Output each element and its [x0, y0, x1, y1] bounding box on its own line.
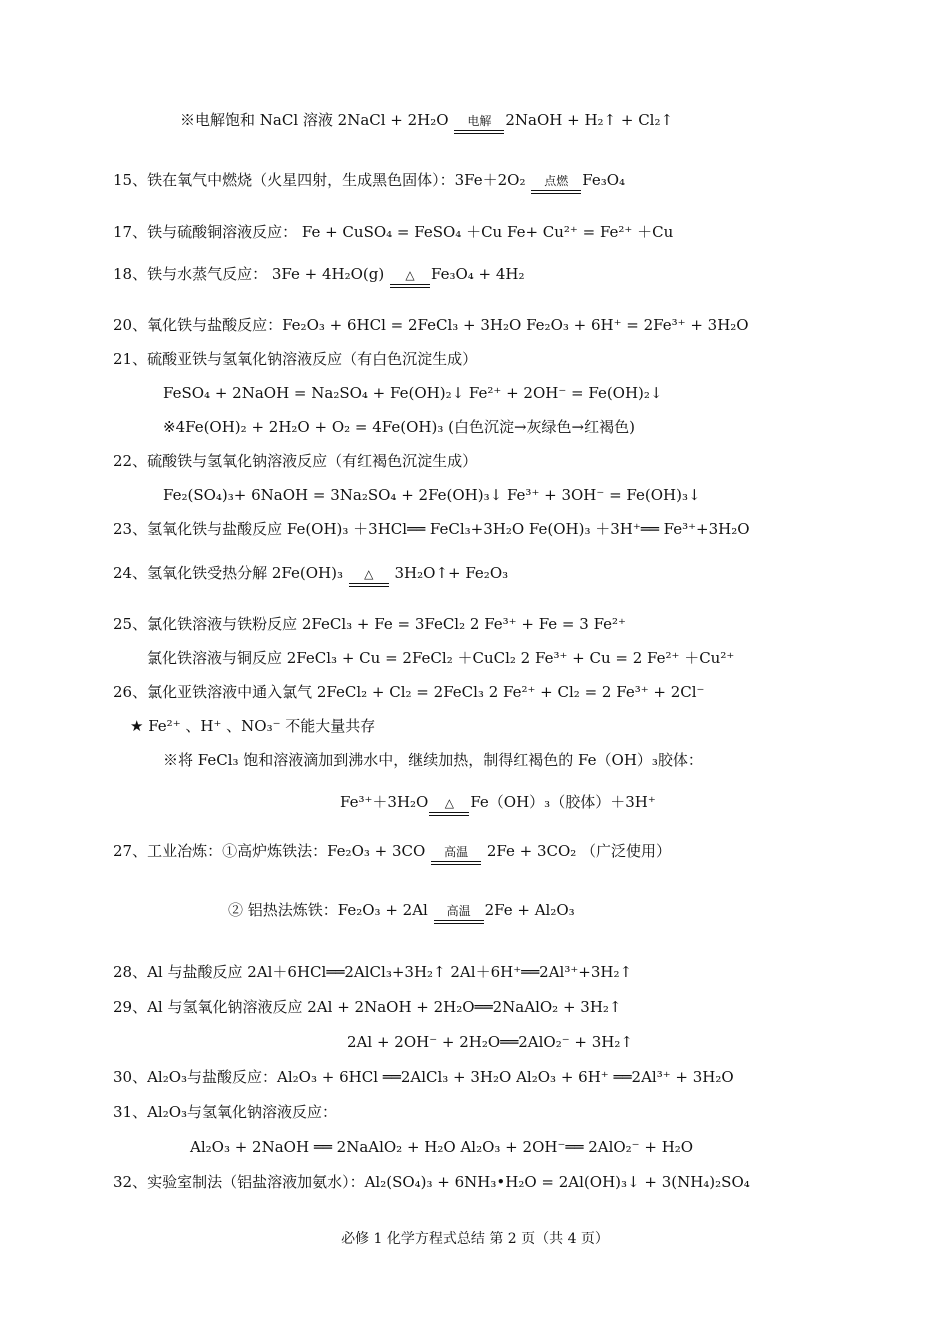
eq-item-25-copper: 氯化铁溶液与铜反应 2FeCl₃ + Cu = 2FeCl₂ ＋CuCl₂ 2 Fe³⁺ + Cu = 2 Fe²⁺ ＋Cu²⁺ — [147, 649, 735, 667]
reaction-condition: 高温 — [431, 842, 481, 862]
eq-colloid — [340, 792, 656, 813]
eq-text: Fe₃O₄ — [582, 171, 626, 189]
reaction-condition: 高温 — [434, 901, 484, 921]
note-colloid: ※将 FeCl₃ 饱和溶液滴加到沸水中，继续加热，制得红褐色的 Fe（OH）₃胶体： — [163, 751, 703, 769]
eq-text: 2NaOH + H₂↑ + Cl₂↑ — [505, 111, 674, 129]
eq-item-28: 28、Al 与盐酸反应 2Al＋6HCl══2AlCl₃+3H₂↑ 2Al＋6H⁺══2Al³⁺+3H₂↑ — [113, 963, 633, 981]
eq-item-15 — [113, 170, 625, 191]
reaction-condition: △ — [390, 265, 430, 285]
eq-text: 2Fe + Al₂O₃ — [484, 901, 575, 919]
eq-text: 2Fe + 3CO₂ （广泛使用） — [482, 842, 672, 860]
reaction-condition: △ — [429, 793, 469, 813]
reaction-condition: 电解 — [454, 111, 504, 131]
eq-text: ※电解饱和 NaCl 溶液 2NaCl + 2H₂O — [180, 111, 454, 129]
eq-text: 18、铁与水蒸气反应： 3Fe + 4H₂O(g) — [113, 265, 389, 283]
reaction-condition: 点燃 — [531, 171, 581, 191]
eq-item-24 — [113, 563, 508, 584]
eq-item-22-equation: Fe₂(SO₄)₃+ 6NaOH = 3Na₂SO₄ + 2Fe(OH)₃↓ Fe³⁺ + 3OH⁻ = Fe(OH)₃↓ — [163, 486, 701, 504]
eq-text: ② 铝热法炼铁：Fe₂O₃ + 2Al — [228, 901, 433, 919]
eq-item-17: 17、铁与硫酸铜溶液反应： Fe + CuSO₄ = FeSO₄ ＋Cu Fe+ Cu²⁺ = Fe²⁺ ＋Cu — [113, 223, 674, 241]
eq-text: 27、工业冶炼：①高炉炼铁法：Fe₂O₃ + 3CO — [113, 842, 431, 860]
eq-text: Fe（OH）₃（胶体）＋3H⁺ — [470, 793, 656, 811]
eq-text: 3H₂O↑+ Fe₂O₃ — [389, 564, 509, 582]
reaction-condition: △ — [349, 564, 389, 584]
eq-text: Fe₃O₄ + 4H₂ — [430, 265, 525, 283]
eq-item-18 — [113, 264, 525, 285]
eq-item-29-ionic: 2Al + 2OH⁻ + 2H₂O══2AlO₂⁻ + 3H₂↑ — [347, 1033, 633, 1051]
eq-item-22-heading: 22、硫酸铁与氢氧化钠溶液反应（有红褐色沉淀生成） — [113, 452, 478, 470]
eq-item-30: 30、Al₂O₃与盐酸反应：Al₂O₃ + 6HCl ══2AlCl₃ + 3H₂O Al₂O₃ + 6H⁺ ══2Al³⁺ + 3H₂O — [113, 1068, 734, 1086]
eq-item-26: 26、氯化亚铁溶液中通入氯气 2FeCl₂ + Cl₂ = 2FeCl₃ 2 Fe²⁺ + Cl₂ = 2 Fe³⁺ + 2Cl⁻ — [113, 683, 705, 701]
page-footer: 必修 1 化学方程式总结 第 2 页（共 4 页） — [341, 1231, 609, 1247]
eq-item-29: 29、Al 与氢氧化钠溶液反应 2Al + 2NaOH + 2H₂O══2NaAlO₂ + 3H₂↑ — [113, 998, 622, 1016]
eq-item-21-heading: 21、硫酸亚铁与氢氧化钠溶液反应（有白色沉淀生成） — [113, 350, 478, 368]
eq-item-27-blast-furnace — [113, 841, 671, 862]
eq-item-25: 25、氯化铁溶液与铁粉反应 2FeCl₃ + Fe = 3FeCl₂ 2 Fe³⁺ + Fe = 3 Fe²⁺ — [113, 615, 626, 633]
eq-item-31-heading: 31、Al₂O₃与氢氧化钠溶液反应： — [113, 1103, 338, 1121]
eq-item-23: 23、氢氧化铁与盐酸反应 Fe(OH)₃ ＋3HCl══ FeCl₃+3H₂O Fe(OH)₃ ＋3H⁺══ Fe³⁺+3H₂O — [113, 520, 750, 538]
eq-item-20: 20、氧化铁与盐酸反应：Fe₂O₃ + 6HCl = 2FeCl₃ + 3H₂O Fe₂O₃ + 6H⁺ = 2Fe³⁺ + 3H₂O — [113, 316, 749, 334]
eq-item-21-equation: FeSO₄ + 2NaOH = Na₂SO₄ + Fe(OH)₂↓ Fe²⁺ + 2OH⁻ = Fe(OH)₂↓ — [163, 384, 663, 402]
eq-item-21-note: ※4Fe(OH)₂ + 2H₂O + O₂ = 4Fe(OH)₃ (白色沉淀→灰绿色→红褐色) — [163, 418, 635, 436]
eq-item-31-equation: Al₂O₃ + 2NaOH ══ 2NaAlO₂ + H₂O Al₂O₃ + 2OH⁻══ 2AlO₂⁻ + H₂O — [190, 1138, 694, 1156]
eq-item-32: 32、实验室制法（铝盐溶液加氨水）：Al₂(SO₄)₃ + 6NH₃•H₂O = 2Al(OH)₃↓ + 3(NH₄)₂SO₄ — [113, 1173, 750, 1191]
eq-text: 24、氢氧化铁受热分解 2Fe(OH)₃ — [113, 564, 348, 582]
eq-item-27-thermite — [228, 900, 575, 921]
note-coexistence: ★ Fe²⁺ 、H⁺ 、NO₃⁻ 不能大量共存 — [130, 717, 376, 735]
eq-text: 15、铁在氧气中燃烧（火星四射，生成黑色固体）：3Fe＋2O₂ — [113, 171, 531, 189]
eq-text: Fe³⁺＋3H₂O — [340, 793, 429, 811]
eq-electrolysis-nacl — [180, 110, 673, 131]
